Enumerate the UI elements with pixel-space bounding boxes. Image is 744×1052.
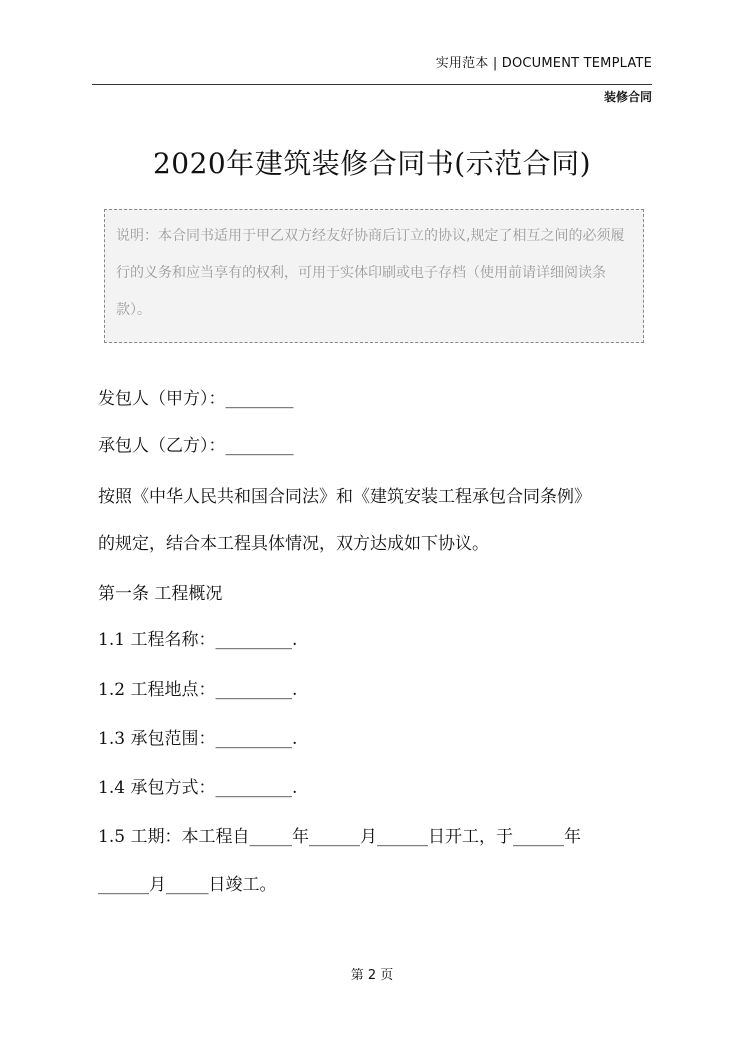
- contract-scope-line: 1.3 承包范围：_________.: [98, 729, 298, 749]
- party-b-line: 承包人（乙方）：________: [98, 436, 294, 456]
- article-1-heading: 第一条 工程概况: [98, 584, 223, 604]
- document-template-header: 实用范本 | DOCUMENT TEMPLATE: [435, 56, 652, 71]
- project-name-line: 1.1 工程名称：_________.: [98, 630, 298, 650]
- construction-period-line-2: ______月_____日竣工。: [98, 875, 277, 895]
- project-location-line: 1.2 工程地点：_________.: [98, 680, 298, 700]
- document-note: 说明：本合同书适用于甲乙双方经友好协商后订立的协议,规定了相互之间的必须履行的义务和应当享有的权利，可用于实体印刷或电子存档（使用前请详细阅读条款）。: [104, 209, 644, 343]
- construction-period-line-1: 1.5 工期：本工程自_____年______月______日开工，于______年: [98, 827, 581, 847]
- legal-basis-line-1: 按照《中华人民共和国合同法》和《建筑安装工程承包合同条例》: [98, 487, 591, 507]
- page-number: 第 2 页: [350, 968, 394, 983]
- header-divider: [92, 84, 652, 85]
- contract-method-line: 1.4 承包方式：_________.: [98, 778, 298, 798]
- document-title: 2020年建筑装修合同书(示范合同): [152, 147, 592, 180]
- legal-basis-line-2: 的规定，结合本工程具体情况，双方达成如下协议。: [98, 534, 489, 554]
- party-a-line: 发包人（甲方）：________: [98, 389, 294, 409]
- document-category: 装修合同: [603, 90, 652, 104]
